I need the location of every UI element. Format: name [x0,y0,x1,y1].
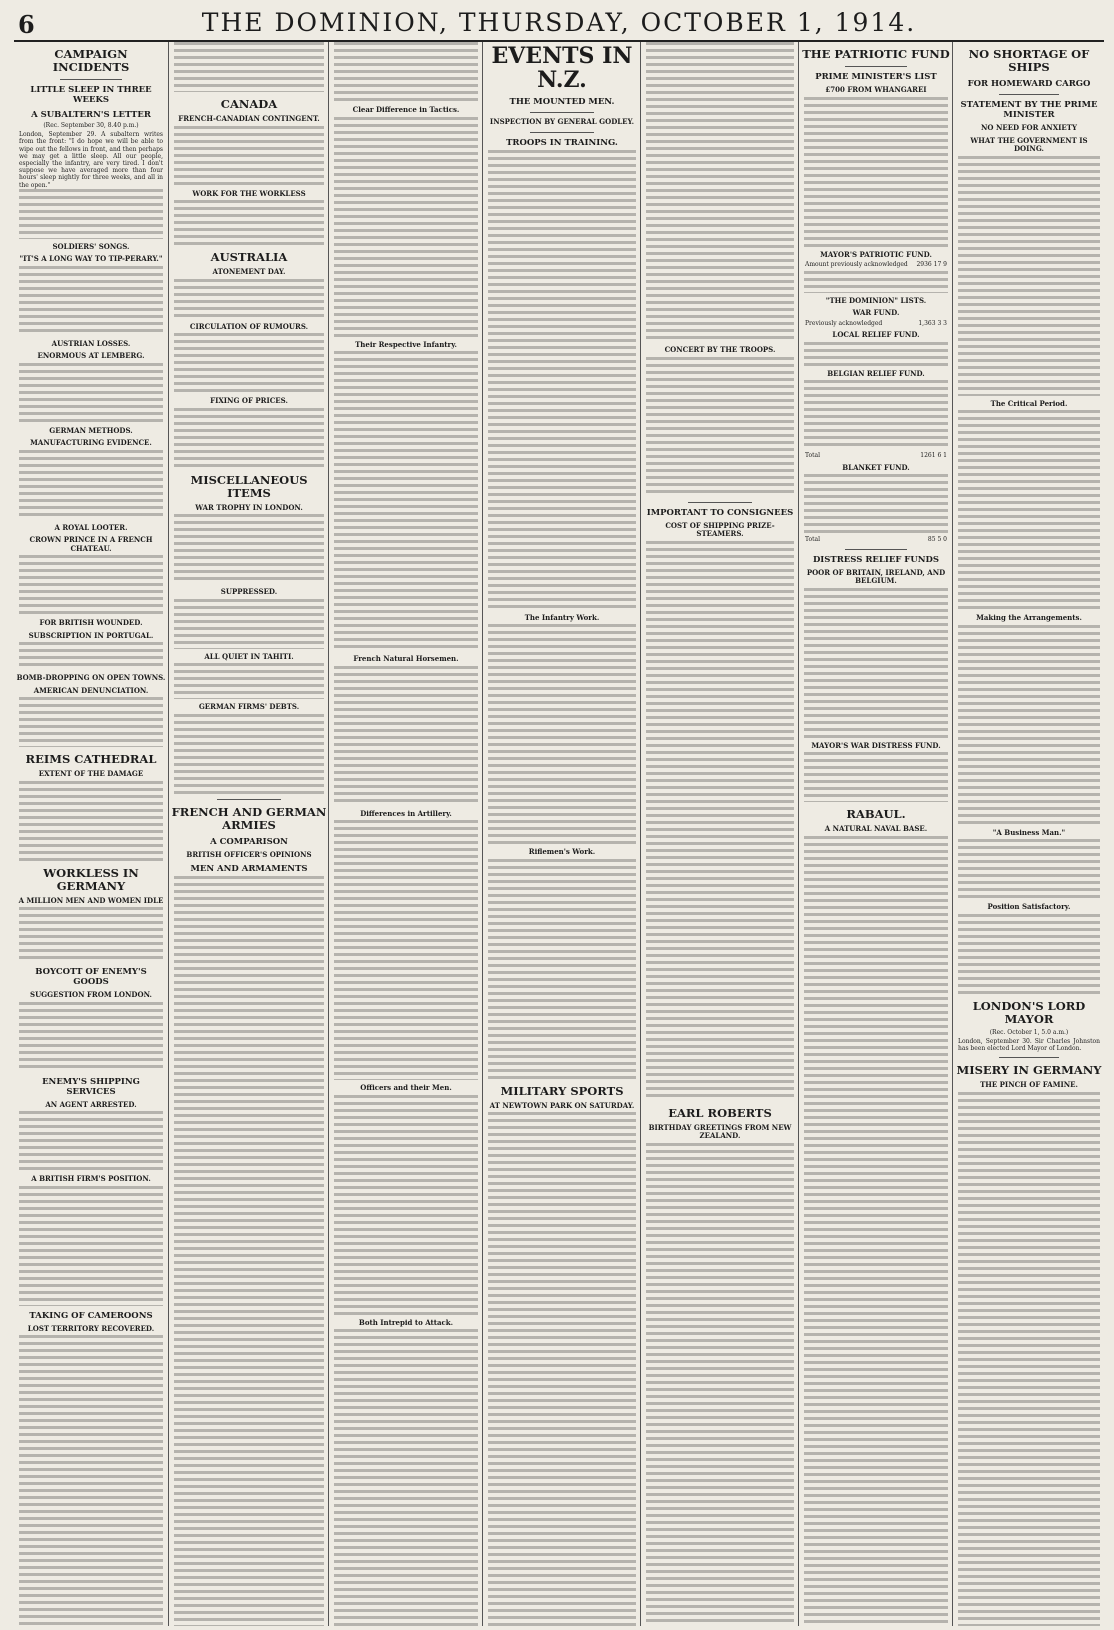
headline-government-doing: WHAT THE GOVERNMENT IS DOING. [970,135,1088,153]
subhead-critical-period: The Critical Period. [990,398,1068,408]
article-text: London, September 29. A subaltern writes from the front: "I do hope we will be able to wipe out the fellows in front, and then perhaps we may get a little sleep. All our people, especially the infantry, are very tired. I don't suppose we have averaged more than four hours' sleep nightly for three weeks, and all in the open." [19,131,163,189]
contribution-list [804,380,948,450]
ledger-label: Amount previously acknowledged [805,261,908,268]
article-text-block [958,914,1100,994]
headline-atonement-day: ATONEMENT DAY. [212,267,286,276]
contribution-list [804,588,948,738]
headline-local-relief: LOCAL RELIEF FUND. [832,330,920,339]
headline-officers-opinions: BRITISH OFFICER'S OPINIONS [186,849,312,859]
subhead-riflemen: Riflemen's Work. [528,847,596,856]
article-text-block [19,363,163,423]
headline-suppressed: SUPPRESSED. [220,587,278,596]
article-text-block [334,1095,478,1315]
headline-rabaul: RABAUL. [846,807,906,821]
headline-bomb-dropping: BOMB-DROPPING ON OPEN TOWNS. [16,673,166,683]
article-text-block [958,1092,1100,1626]
article-text-block [174,714,324,794]
contribution-list [804,474,948,534]
headline-little-sleep: LITTLE SLEEP IN THREE WEEKS [30,85,152,105]
article-text-block [646,357,794,497]
article-text-block [488,859,636,1079]
dateline: (Rec. September 30, 8.40 p.m.) [43,122,139,129]
contribution-list [804,271,948,293]
article-text-block [174,126,324,186]
headline-distress-relief: DISTRESS RELIEF FUNDS [812,554,940,565]
divider [845,549,907,550]
ledger [805,536,947,544]
ledger-label: Total [805,452,821,459]
headline-mayor-war-distress: MAYOR'S WAR DISTRESS FUND. [811,740,941,750]
headline-misery-germany: MISERY IN GERMANY [956,1063,1102,1078]
article-text-block [958,156,1100,396]
subhead-intrepid: Both Intrepid to Attack. [358,1317,454,1327]
newspaper-title: THE DOMINION, THURSDAY, OCTOBER 1, 1914. [201,8,917,37]
headline-pm-list: PRIME MINISTER'S LIST [815,72,937,82]
article-text-block [174,333,324,393]
article-text-block [958,625,1100,825]
article-text-block [334,820,478,1080]
subhead-position-satisfactory: Position Satisfactory. [987,902,1071,911]
article-text-block [19,1186,163,1306]
article-text-block [488,1112,636,1626]
article-text-block [19,1111,163,1171]
headline-australia: AUSTRALIA [210,250,288,264]
divider [999,94,1060,95]
subhead-business-man: "A Business Man." [992,827,1066,837]
headline-work-workless: WORK FOR THE WORKLESS [192,188,306,198]
article-text-block [19,1002,163,1072]
headline-no-anxiety: NO NEED FOR ANXIETY [981,123,1077,132]
article-text-block [334,351,478,651]
column-7 [952,42,1105,1626]
headline-comparison: A COMPARISON [210,836,288,847]
article-text-block [174,42,324,92]
headline-boycott: BOYCOTT OF ENEMY'S GOODS [35,967,147,988]
headline-circulation-rumours: CIRCULATION OF RUMOURS. [189,321,309,331]
headline-manufacturing-evidence: MANUFACTURING EVIDENCE. [30,438,152,448]
headline-tahiti: ALL QUIET IN TAHITI. [204,651,294,661]
headline-million-idle: A MILLION MEN AND WOMEN IDLE [18,895,164,905]
ledger [805,320,947,328]
column-2 [168,42,329,1626]
subhead-horsemen: French Natural Horsemen. [353,654,459,663]
divider [530,132,593,133]
ledger-label: Previously acknowledged [805,319,883,327]
ledger [805,452,947,460]
column-6 [798,42,953,1626]
column-1 [14,42,168,1626]
headline-lemberg: ENORMOUS AT LEMBERG. [37,351,145,361]
headline-military-sports: MILITARY SPORTS [500,1083,624,1098]
headline-consignees: IMPORTANT TO CONSIGNEES [646,507,794,518]
columns [14,42,1104,1626]
article-text-block [174,663,324,699]
article-text-block [174,408,324,468]
ledger-amount: 85 5 0 [927,536,947,543]
headline-german-methods: GERMAN METHODS. [49,425,133,435]
headline-british-wounded: FOR BRITISH WOUNDED. [39,618,143,628]
headline-british-firms: A BRITISH FIRM'S POSITION. [31,1174,151,1184]
headline-crown-prince: CROWN PRINCE IN A FRENCH CHATEAU. [29,535,153,553]
subhead-tactics: Clear Difference in Tactics. [352,105,460,114]
article-text-block [646,1143,794,1627]
headline-campaign-incidents: CAMPAIGN INCIDENTS [52,47,130,74]
subhead-artillery: Differences in Artillery. [360,808,452,818]
headline-american-denunciation: AMERICAN DENUNCIATION. [33,685,149,695]
article-text-block [19,781,163,861]
headline-cameroons: TAKING OF CAMEROONS [29,1310,153,1321]
headline-war-fund: WAR FUND. [852,308,900,317]
headline-french-canadian: FRENCH-CANADIAN CONTINGENT. [178,114,320,123]
article-text-block [19,189,163,239]
ledger-row [805,452,947,460]
headline-no-shortage: NO SHORTAGE OF SHIPS [968,47,1090,74]
headline-blanket-fund: BLANKET FUND. [842,462,910,472]
headline-concert-troops: CONCERT BY THE TROOPS. [664,345,776,354]
article-text-block [174,200,324,245]
ledger-row [805,320,947,328]
ledger-amount: 2936 17 9 [916,261,947,268]
subhead-arrangements: Making the Arrangements. [976,613,1082,622]
article-text-block [174,876,324,1626]
article-text-block [488,624,636,844]
article-text-block [958,410,1100,610]
headline-newtown-park: AT NEWTOWN PARK ON SATURDAY. [489,1100,635,1110]
divider [845,66,907,67]
headline-fixing-prices: FIXING OF PRICES. [210,396,288,405]
headline-belgian-relief: BELGIAN RELIEF FUND. [827,368,925,378]
headline-naval-base: A NATURAL NAVAL BASE. [824,824,928,833]
contribution-list [804,342,948,366]
headline-pm-statement: STATEMENT BY THE PRIME MINISTER [960,100,1098,120]
headline-german-debts: GERMAN FIRMS' DEBTS. [198,702,300,711]
headline-agent-arrested: AN AGENT ARRESTED. [45,1099,137,1109]
article-text-block [174,279,324,319]
article-text: London, September 30. Sir Charles Johnston has been elected Lord Mayor of London. [958,1037,1100,1052]
headline-inspection: INSPECTION BY GENERAL GODLEY. [489,117,635,126]
article-text-block [334,42,478,102]
ledger-label: Total [805,536,821,543]
contribution-list [804,97,948,247]
article-text-block [19,1335,163,1626]
headline-subaltern-letter: A SUBALTERN'S LETTER [31,110,151,120]
page-number: 6 [18,10,35,39]
headline-lord-mayor: LONDON'S LORD MAYOR [972,998,1086,1026]
divider [60,79,122,80]
ledger-row [805,536,947,544]
article-text-block [958,839,1100,899]
column-3 [328,42,483,1626]
headline-men-armaments: MEN AND ARMAMENTS [190,864,308,874]
headline-lost-territory: LOST TERRITORY RECOVERED. [27,1323,155,1333]
divider [999,1057,1060,1058]
article-text-block [488,150,636,610]
article-text-block [174,599,324,649]
headline-poor-britain: POOR OF BRITAIN, IRELAND, AND BELGIUM. [806,567,946,585]
article-text-block [646,541,794,1101]
ledger-row [805,261,947,269]
column-4 [482,42,641,1626]
headline-extent-damage: EXTENT OF THE DAMAGE [38,769,144,779]
masthead [14,6,1104,42]
article-text-block [19,555,163,615]
headline-shipping-services: ENEMY'S SHIPPING SERVICES [42,1076,140,1097]
article-text-block [646,42,794,342]
headline-canada: CANADA [220,97,278,111]
ledger [805,261,947,269]
subhead-officers-men: Officers and their Men. [360,1083,452,1092]
subhead-infantry-work: The Infantry Work. [524,612,600,622]
headline-soldiers-songs: SOLDIERS' SONGS. [52,241,130,251]
divider [688,502,751,503]
headline-workless-germany: WORKLESS IN GERMANY [43,865,139,893]
headline-suggestion-london: SUGGESTION FROM LONDON. [30,990,152,1000]
article-text-block [334,117,478,337]
headline-miscellaneous: MISCELLANEOUS ITEMS [190,472,308,500]
headline-birthday-greetings: BIRTHDAY GREETINGS FROM NEW ZEALAND. [648,1122,792,1140]
headline-french-german-armies: FRENCH AND GERMAN ARMIES [171,804,327,832]
article-text-block [19,450,163,520]
subhead-infantry: Their Respective Infantry. [355,339,457,349]
article-text-block [804,836,948,1627]
headline-whangarei: £700 FROM WHANGAREI [825,85,927,94]
article-text-block [19,642,163,670]
article-text-block [19,266,163,336]
headline-war-trophy: WAR TROPHY IN LONDON. [195,502,303,512]
headline-royal-looter: A ROYAL LOOTER. [54,522,128,532]
headline-cost-shipping: COST OF SHIPPING PRIZE-STEAMERS. [665,520,775,538]
headline-troops-training: TROOPS IN TRAINING. [506,137,618,148]
article-text-block [334,1329,478,1626]
headline-earl-roberts: EARL ROBERTS [668,1105,772,1120]
ledger-amount: 1,363 3 3 [918,319,947,327]
headline-mayor-patriotic: MAYOR'S PATRIOTIC FUND. [820,249,932,259]
headline-subscription-portugal: SUBSCRIPTION IN PORTUGAL. [28,630,154,640]
headline-homeward-cargo: FOR HOMEWARD CARGO [967,79,1091,89]
headline-dominion-lists: "THE DOMINION" LISTS. [825,295,927,305]
article-text-block [19,907,163,962]
article-text-block [334,666,478,806]
divider [530,112,593,113]
headline-pinch-famine: THE PINCH OF FAMINE. [980,1080,1078,1090]
headline-mounted-men: THE MOUNTED MEN. [509,97,615,107]
divider [217,799,281,800]
ledger-amount: 1261 6 1 [920,452,947,459]
headline-patriotic-fund: THE PATRIOTIC FUND [802,47,950,61]
headline-reims-cathedral: REIMS CATHEDRAL [25,752,157,767]
headline-austrian-losses: AUSTRIAN LOSSES. [51,338,131,348]
headline-events-nz: EVENTS IN N.Z. [491,43,633,93]
article-text-block [19,697,163,747]
headline-tipperary: "IT'S A LONG WAY TO TIP-PERARY." [19,254,163,264]
dateline: (Rec. October 1, 5.0 a.m.) [989,1028,1069,1036]
article-text-block [174,514,324,584]
column-5 [640,42,799,1626]
contribution-list [804,752,948,802]
